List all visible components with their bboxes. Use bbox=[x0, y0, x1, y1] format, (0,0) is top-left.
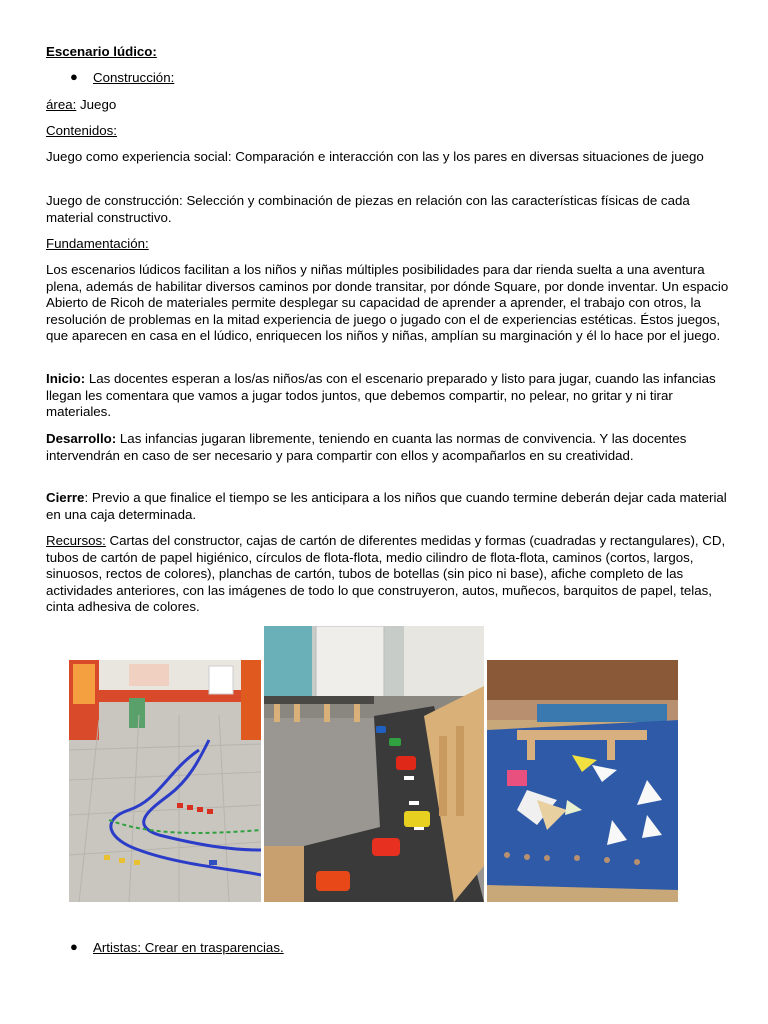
area-label: área: bbox=[46, 97, 77, 112]
inicio-text: Las docentes esperan a los/as niños/as con el escenario preparado y listo para jugar, cuando las infancias llegan les comentara que vamos a jugar todos juntos, que debemos compartir, no pelear, no gritar y ni tirar materiales. bbox=[46, 371, 716, 420]
photo-cars-road bbox=[264, 626, 484, 902]
cierre-text: : Previo a que finalice el tiempo se les anticipara a los niños que cuando termine deberán dejar cada material en una caja determinada. bbox=[46, 490, 727, 522]
bullet-icon: ● bbox=[70, 69, 78, 84]
bullet-construccion-label: Construcción: bbox=[93, 70, 175, 85]
area-line bbox=[46, 97, 730, 114]
contenido-2: Juego de construcción: Selección y combinación de piezas en relación con las características físicas de cada material constructivo. bbox=[46, 193, 690, 225]
fundamentacion-label: Fundamentación: bbox=[46, 236, 149, 251]
desarrollo-text: Las infancias jugaran libremente, teniendo en cuanta las normas de convivencia. Y las docentes intervendrán en caso de ser necesario y para compartir con ellos y acompañarlos en su creatividad. bbox=[46, 431, 687, 463]
desarrollo-paragraph bbox=[46, 431, 730, 464]
fundamentacion-text: Los escenarios lúdicos facilitan a los niños y niñas múltiples posibilidades para dar rienda suelta a una aventura plena, además de habilitar diversos caminos por donde transitar, por dónde Square, por donde inventar. Un espacio Abierto de Ricoh de materiales permite desplegar su capacidad de aprender a aprender, el trabajo con otros, la resolución de problemas en la mitad experiencia de juego o jugado con el de experiencias estéticas. Éstos juegos, que aparecen en casa en el lúdico, enriquecen los niños y niñas, amplían su marginación y él lo hace por el juego. bbox=[46, 262, 729, 344]
contenidos-label: Contenidos: bbox=[46, 123, 117, 138]
cierre-paragraph bbox=[46, 490, 730, 523]
bullet-icon: ● bbox=[70, 939, 78, 954]
bullet-artistas-label: Artistas: Crear en trasparencias. bbox=[93, 940, 284, 955]
photo-classroom-roads bbox=[69, 660, 261, 902]
photo-paper-boats bbox=[487, 660, 678, 902]
recursos-paragraph bbox=[46, 533, 730, 616]
recursos-text: Cartas del constructor, cajas de cartón de diferentes medidas y formas (cuadradas y rectangulares), CD, tubos de cartón de papel higiénico, círculos de flota-flota, medio cilindro de flota-flota, caminos (cortos, largos, sinuosos, rectos de colores), planchas de cartón, tubos de botellas (sin pico ni base), afiche completo de las actividades anteriores, con las imágenes de todo lo que construyeron, autos, muñecos, barquitos de papel, telas, cinta adhesiva de colores. bbox=[46, 533, 726, 615]
desarrollo-label: Desarrollo: bbox=[46, 431, 117, 446]
area-value: Juego bbox=[76, 97, 117, 112]
section-title: Escenario lúdico: bbox=[46, 44, 157, 59]
recursos-label: Recursos: bbox=[46, 533, 106, 548]
cierre-label: Cierre bbox=[46, 490, 85, 505]
inicio-label: Inicio: bbox=[46, 371, 86, 386]
inicio-paragraph bbox=[46, 371, 730, 421]
contenido-1: Juego como experiencia social: Comparación e interacción con las y los pares en diversas situaciones de juego bbox=[46, 149, 704, 164]
